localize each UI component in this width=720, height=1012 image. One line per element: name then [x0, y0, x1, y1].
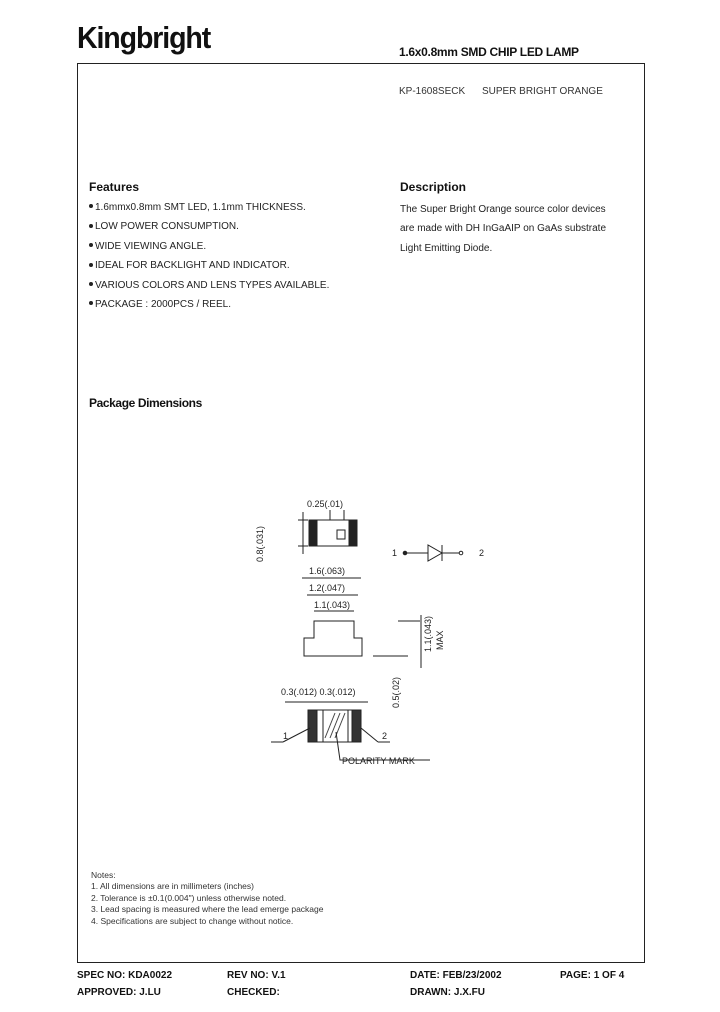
spec-number: SPEC NO: KDA0022 — [77, 970, 173, 981]
package-heading: Package Dimensions — [89, 396, 202, 410]
dim-length-inner: 1.2(.047) — [309, 583, 346, 593]
description-line: Light Emitting Diode. — [400, 242, 493, 254]
bottom-view — [271, 687, 430, 766]
description-heading: Description — [400, 180, 467, 194]
dim-terminal: 0.5(.02) — [391, 676, 401, 708]
list-item: WIDE VIEWING ANGLE. — [89, 240, 389, 259]
pin2-label: 2 — [479, 548, 485, 558]
note-item: 1. All dimensions are in millimeters (inches) — [91, 881, 254, 892]
description-line: The Super Bright Orange source color devices — [400, 204, 606, 215]
note-item: 2. Tolerance is ±0.1(0.004") unless otherwise noted. — [91, 892, 287, 903]
dim-length-top: 1.1(.043) — [314, 600, 351, 610]
approved-by: APPROVED: J.LU — [77, 987, 161, 998]
document-title: 1.6x0.8mm SMD CHIP LED LAMP — [399, 45, 579, 59]
footer-row-2 — [77, 987, 645, 1001]
note-item: 3. Lead spacing is measured where the lead emerge package — [91, 904, 324, 915]
list-item: 1.6mmx0.8mm SMT LED, 1.1mm THICKNESS. — [89, 201, 389, 220]
list-item: PACKAGE : 2000PCS / REEL. — [89, 298, 389, 317]
bullet-icon — [89, 243, 93, 247]
description-line: are made with DH InGaAIP on GaAs substrate — [400, 223, 607, 235]
dim-pads-row: 0.3(.012) 0.3(.012) — [281, 687, 356, 697]
dim-width-side: 0.8(.031) — [255, 525, 265, 562]
top-view — [255, 499, 357, 562]
document-date: DATE: FEB/23/2002 — [410, 970, 502, 981]
dim-height: 1.1(.043) — [423, 615, 433, 652]
bullet-icon — [89, 204, 93, 208]
notes-block — [91, 870, 323, 927]
description-text — [400, 200, 632, 258]
part-line — [399, 86, 617, 97]
bullet-icon — [89, 282, 93, 286]
list-item: VARIOUS COLORS AND LENS TYPES AVAILABLE. — [89, 279, 389, 298]
diode-symbol — [392, 545, 484, 561]
note-item: 4. Specifications are subject to change without notice. — [91, 915, 294, 926]
brand-logo: Kingbright — [77, 20, 211, 55]
bullet-icon — [89, 263, 93, 267]
dim-pad: 0.25(.01) — [307, 499, 344, 509]
revision-number: REV NO: V.1 — [227, 970, 286, 981]
pin1-label-bottom: 1 — [283, 731, 289, 741]
checked-by: CHECKED: — [227, 987, 280, 998]
features-heading: Features — [89, 180, 140, 194]
pin2-label-bottom: 2 — [382, 731, 388, 741]
bullet-icon — [89, 301, 93, 305]
notes-title: Notes: — [91, 870, 116, 880]
pin1-label: 1 — [392, 548, 398, 558]
part-color: SUPER BRIGHT ORANGE — [481, 86, 603, 97]
list-item: IDEAL FOR BACKLIGHT AND INDICATOR. — [89, 259, 389, 278]
dim-length-total: 1.6(.063) — [309, 566, 346, 576]
features-list — [89, 201, 389, 317]
drawn-by: DRAWN: J.X.FU — [410, 987, 485, 998]
footer-row-1 — [77, 970, 645, 984]
part-number: KP-1608SECK — [399, 86, 466, 97]
list-item: LOW POWER CONSUMPTION. — [89, 220, 389, 239]
dim-height-max: MAX — [435, 630, 445, 650]
page-indicator: PAGE: 1 OF 4 — [560, 970, 625, 981]
polarity-mark-label: POLARITY MARK — [342, 756, 415, 766]
package-drawing — [78, 470, 578, 780]
bullet-icon — [89, 224, 93, 228]
